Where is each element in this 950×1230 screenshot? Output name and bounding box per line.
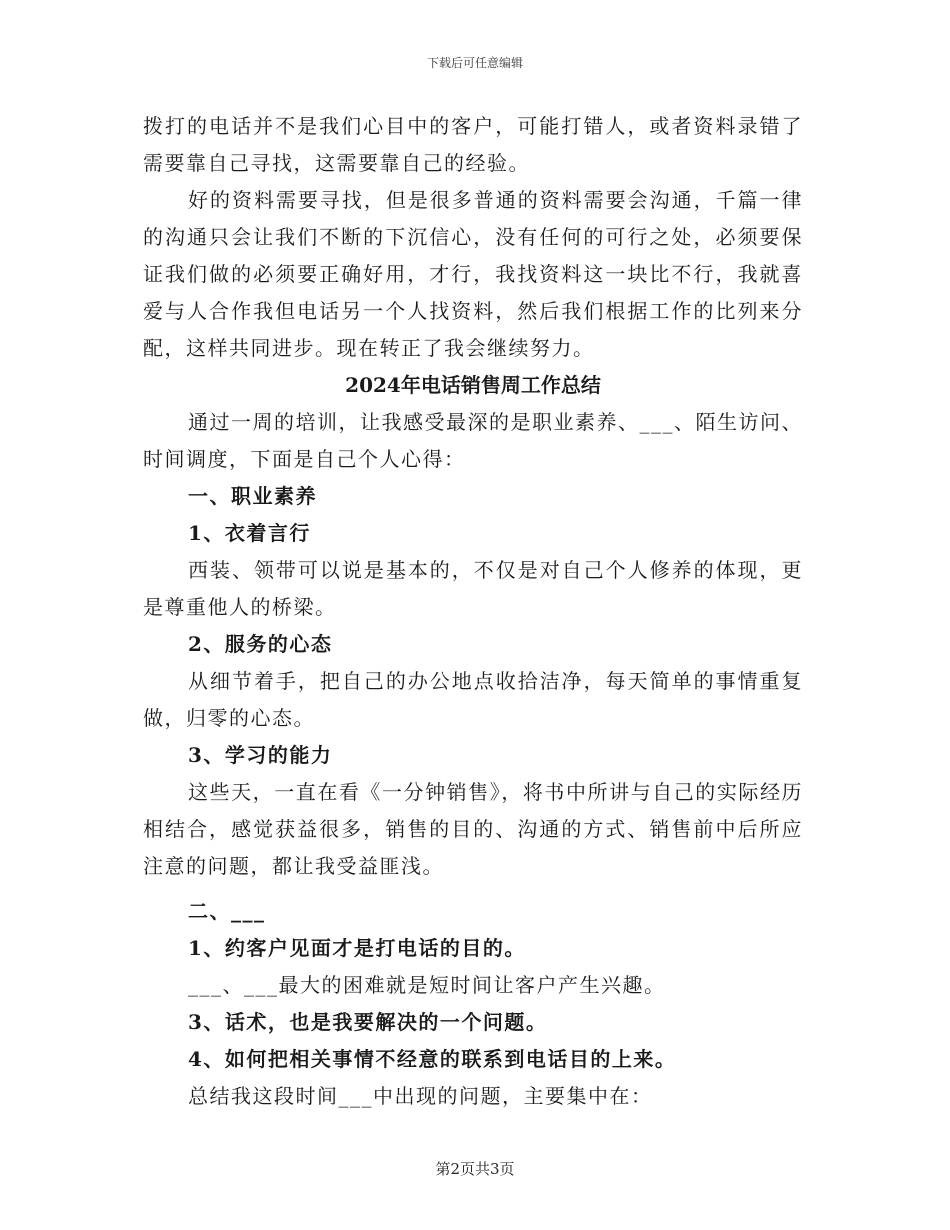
subheading-service-attitude: 2、服务的心态 [188,632,333,656]
paragraph-attire: 西装、领带可以说是基本的，不仅是对自己个人修养的体现，更是尊重他人的桥梁。 [143,558,803,619]
paragraph-resources: 好的资料需要寻找，但是很多普通的资料需要会沟通，千篇一律的沟通只会让我们不断的下沉信心，没有任何的可行之处，必须要保证我们做的必须要正确好用，才行，我找资料这一块比不行，我就喜爱与人合作我但电话另一个人找资料，然后我们根据工作的比列来分配，这样共同进步。现在转正了我会继续努力。 [143,188,803,360]
subheading-learning-ability: 3、学习的能力 [188,743,333,767]
subheading-linking: 4、如何把相关事情不经意的联系到电话目的上来。 [188,1047,677,1071]
document-title: 2024年电话销售周工作总结 [345,373,601,397]
paragraph-service-attitude: 从细节着手，把自己的办公地点收拾洁净，每天简单的事情重复做，归零的心态。 [143,669,803,730]
section-heading-professionalism: 一、职业素养 [188,484,317,508]
page-footer-info: 第2页共3页 [435,1160,515,1178]
subheading-meeting-goal: 1、约客户见面才是打电话的目的。 [188,936,526,960]
paragraph-summary: 总结我这段时间___中出现的问题，主要集中在： [188,1084,653,1108]
subheading-scripts: 3、话术，也是我要解决的一个问题。 [188,1010,548,1034]
subheading-attire: 1、衣着言行 [188,521,311,545]
section-heading-two: 二、___ [188,899,266,923]
paragraph-difficulty: ___、___最大的困难就是短时间让客户产生兴趣。 [188,973,666,997]
document-body [143,108,803,1115]
intro-paragraph: 通过一周的培训，让我感受最深的是职业素养、___、陌生访问、时间调度，下面是自己个人心得： [143,410,803,471]
paragraph-continued: 拨打的电话并不是我们心目中的客户，可能打错人，或者资料录错了需要靠自己寻找，这需要靠自己的经验。 [143,114,803,175]
paragraph-learning-ability: 这些天，一直在看《一分钟销售》，将书中所讲与自己的实际经历相结合，感觉获益很多，销售的目的、沟通的方式、销售前中后所应注意的问题，都让我受益匪浅。 [143,780,803,878]
page-header-note: 下载后可任意编辑 [426,56,523,70]
